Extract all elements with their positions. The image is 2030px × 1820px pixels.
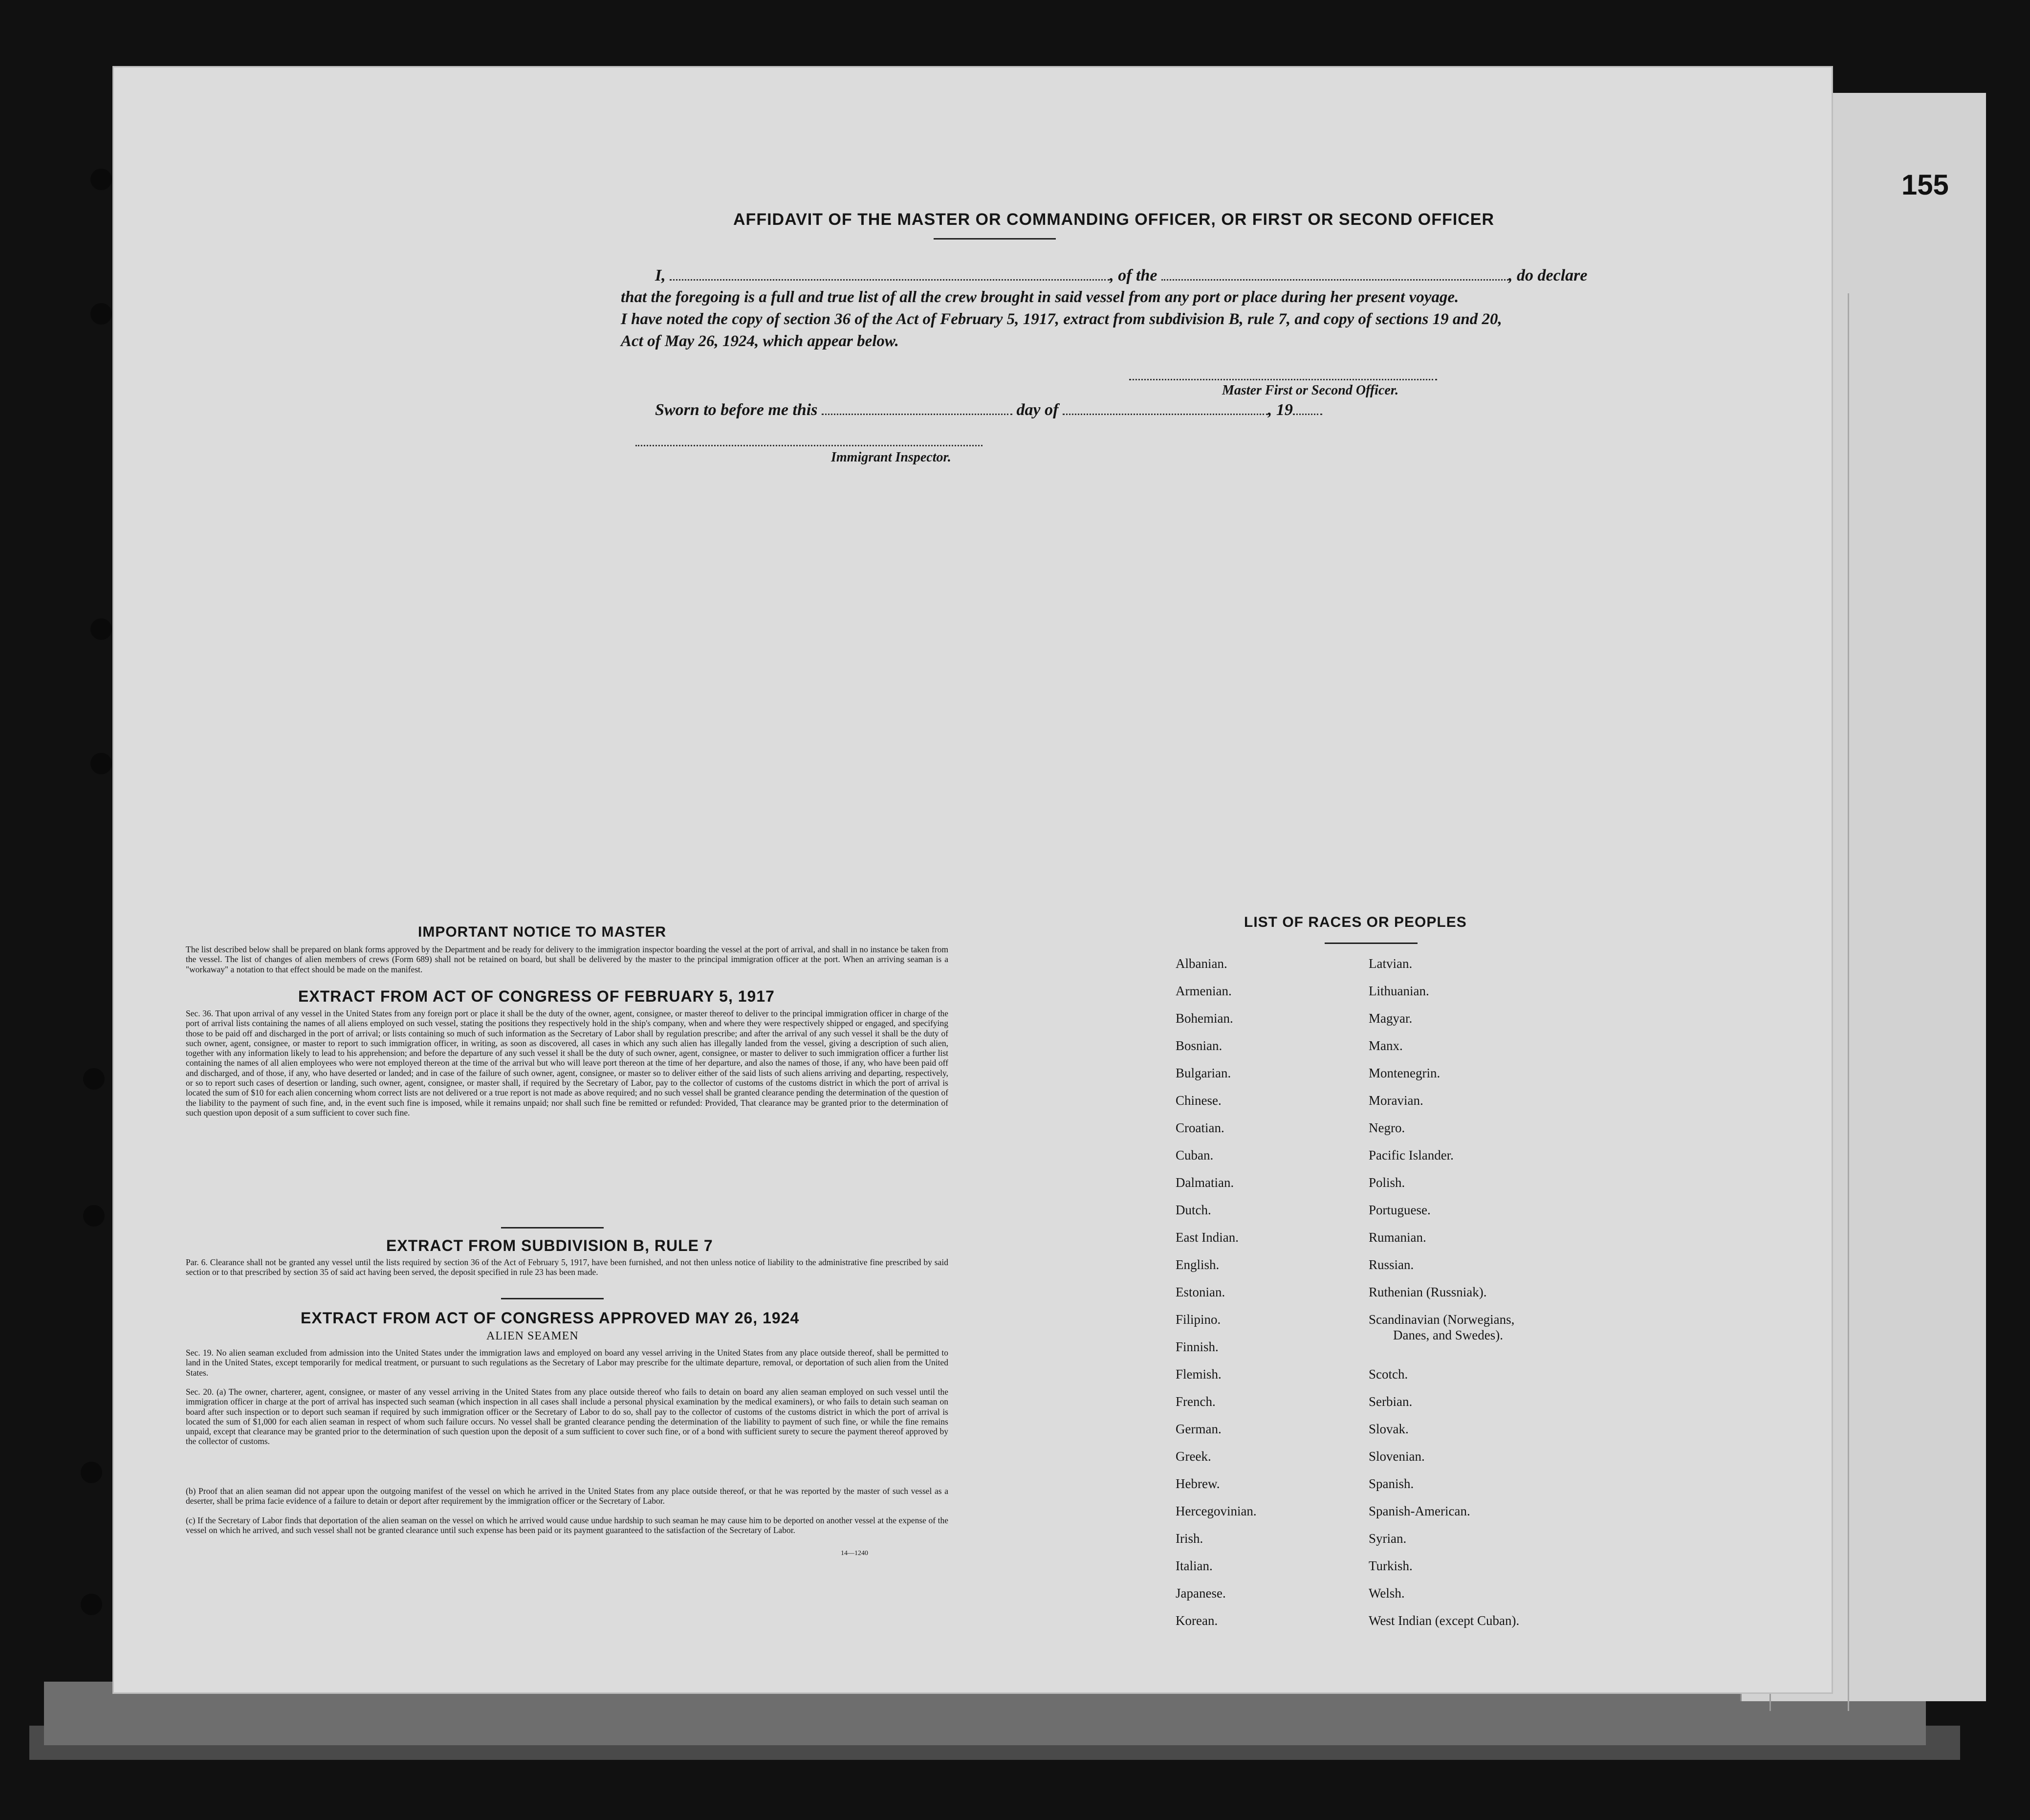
race-item: Greek. bbox=[1176, 1449, 1211, 1464]
race-item: Filipino. bbox=[1176, 1312, 1221, 1327]
race-item: Slovenian. bbox=[1369, 1449, 1425, 1464]
binder-hole bbox=[81, 1462, 102, 1483]
sworn-to-before: Sworn to before me this bbox=[655, 401, 818, 419]
inspector-signature-line bbox=[635, 445, 982, 446]
sworn-line bbox=[655, 401, 1322, 419]
master-signature-line bbox=[1129, 379, 1437, 380]
affidavit-line-4: Act of May 26, 1924, which appear below. bbox=[621, 332, 899, 350]
extract-1924-title: EXTRACT FROM ACT OF CONGRESS APPROVED MAY 26, 1924 bbox=[301, 1309, 800, 1327]
sec-20a-text: Sec. 20. (a) The owner, charterer, agent, consignee, or master of any vessel arriving in the United States from any place outside thereof who fails to detain on board any alien seaman employed on such vessel until the immigration officer in charge at the port of arrival has inspected such seaman (which inspection in all cases shall include a personal physical examination by the medical examiners), or who fails to detain such seaman on board after such inspection or to deport such seaman if required by such immigration officer or the Secretary of Labor to do so, shall pay to the collector of customs of the customs district in which the port of arrival is located the sum of $1,000 for each alien seaman in respect of whom such failure occurs. No vessel shall be granted clearance pending the determination of the liability to payment of such fine, or while the fine remains unpaid, except that clearance may be granted prior to the determination of such question upon the deposit of a sum sufficient to cover such fine, or of a bond with sufficient surety to secure the payment thereof approved by the collector of customs. bbox=[186, 1387, 948, 1447]
race-item: Rumanian. bbox=[1369, 1230, 1426, 1245]
sec-20b-text: (b) Proof that an alien seaman did not appear upon the outgoing manifest of the vessel on which he arrived in the United States from any place outside thereof, or that he was reported by the master of such vessel as a deserter, shall be prima facie evidence of a failure to detain or deport after requirement by the immigration officer or the Secretary of Labor. bbox=[186, 1486, 948, 1506]
section-rule bbox=[501, 1227, 604, 1228]
race-item: Ruthenian (Russniak). bbox=[1369, 1285, 1487, 1299]
sec-20c-text: (c) If the Secretary of Labor finds that deportation of the alien seaman on the vessel on which he arrived would cause undue hardship to such seaman he may cause him to be deported on another vessel at the expense of the vessel on which he arrived, and such vessel shall not be granted clearance until such expense has been paid or its payment guaranteed to the satisfaction of the Secretary of Labor. bbox=[186, 1515, 948, 1535]
race-item: Albanian. bbox=[1176, 956, 1227, 971]
race-item: Bohemian. bbox=[1176, 1011, 1233, 1026]
race-item: Portuguese. bbox=[1369, 1203, 1431, 1217]
binder-hole bbox=[90, 753, 112, 774]
race-item: Dalmatian. bbox=[1176, 1175, 1234, 1190]
extract-1924-subtitle: ALIEN SEAMEN bbox=[486, 1330, 579, 1342]
race-item: Polish. bbox=[1369, 1175, 1405, 1190]
affidavit-line-2: that the foregoing is a full and true list of all the crew brought in said vessel from any port or place during her present voyage. bbox=[621, 288, 1459, 306]
year-blank bbox=[1293, 402, 1322, 415]
race-item: West Indian (except Cuban). bbox=[1369, 1613, 1520, 1628]
races-title-rule bbox=[1325, 943, 1418, 944]
affidavit-line-1 bbox=[655, 266, 1587, 285]
race-item: Latvian. bbox=[1369, 956, 1413, 971]
race-item: Moravian. bbox=[1369, 1093, 1423, 1108]
race-item-line: Danes, and Swedes). bbox=[1393, 1328, 1503, 1342]
race-item: Spanish-American. bbox=[1369, 1504, 1470, 1518]
binder-hole bbox=[83, 1205, 105, 1227]
affidavit-title: AFFIDAVIT OF THE MASTER OR COMMANDING OFFICER, OR FIRST OR SECOND OFFICER bbox=[733, 210, 1494, 229]
affidavit-line-3: I have noted the copy of section 36 of the Act of February 5, 1917, extract from subdivision B, rule 7, and copy of sections 19 and 20, bbox=[621, 310, 1502, 328]
race-item: Pacific Islander. bbox=[1369, 1148, 1454, 1162]
inspector-caption: Immigrant Inspector. bbox=[831, 450, 951, 465]
race-item: Bulgarian. bbox=[1176, 1066, 1231, 1080]
race-item: Cuban. bbox=[1176, 1148, 1214, 1162]
race-item-line: Scandinavian (Norwegians, bbox=[1369, 1312, 1515, 1327]
name-blank bbox=[670, 267, 1110, 281]
race-item bbox=[1369, 1312, 1519, 1366]
year-prefix: , 19 bbox=[1267, 401, 1293, 419]
binder-hole bbox=[83, 1068, 105, 1090]
race-item: Armenian. bbox=[1176, 984, 1232, 998]
binder-hole bbox=[90, 303, 112, 325]
race-item: Italian. bbox=[1176, 1558, 1213, 1573]
binder-hole bbox=[90, 618, 112, 640]
vessel-blank bbox=[1161, 267, 1508, 281]
notice-text: The list described below shall be prepared on blank forms approved by the Department and be ready for delivery to the immigration inspector boarding the vessel at the port of arrival, and shall in no instance be taken from the vessel. The list of changes of alien members of crews (Form 689) shall not be retained on board, but shall be delivered by the master to the principal immigration officer at the port. When an arriving seaman is a "workaway" a notation to that effect should be made on the manifest. bbox=[186, 944, 948, 974]
affidavit-of-the: , of the bbox=[1110, 266, 1157, 285]
race-item: Finnish. bbox=[1176, 1339, 1219, 1354]
extract-rule7-text: Par. 6. Clearance shall not be granted any vessel until the lists required by section 36 of the Act of February 5, 1917, have been furnished, and not then unless notice of liability to the administrative fine prescribed by said section or to that prescribed by section 35 of said act having been served, the deposit specified in rule 23 has been made. bbox=[186, 1257, 948, 1277]
races-title: LIST OF RACES OR PEOPLES bbox=[1244, 914, 1467, 930]
race-item: Hebrew. bbox=[1176, 1476, 1220, 1491]
race-item: Manx. bbox=[1369, 1038, 1403, 1053]
master-signature-caption: Master First or Second Officer. bbox=[1222, 383, 1399, 398]
race-item: French. bbox=[1176, 1394, 1216, 1409]
notice-title: IMPORTANT NOTICE TO MASTER bbox=[418, 924, 667, 940]
race-item: Irish. bbox=[1176, 1531, 1203, 1546]
day-of: day of bbox=[1016, 401, 1059, 419]
race-item: Dutch. bbox=[1176, 1203, 1211, 1217]
race-item: Lithuanian. bbox=[1369, 984, 1429, 998]
section-rule bbox=[501, 1298, 604, 1299]
race-item: Spanish. bbox=[1369, 1476, 1414, 1491]
race-item: Flemish. bbox=[1176, 1367, 1222, 1381]
race-item: Croatian. bbox=[1176, 1120, 1224, 1135]
day-blank bbox=[822, 402, 1012, 415]
race-item: Magyar. bbox=[1369, 1011, 1413, 1026]
extract-1917-title: EXTRACT FROM ACT OF CONGRESS OF FEBRUARY 5, 1917 bbox=[298, 987, 775, 1005]
race-item: Russian. bbox=[1369, 1257, 1414, 1272]
race-item: Syrian. bbox=[1369, 1531, 1407, 1546]
race-item: East Indian. bbox=[1176, 1230, 1239, 1245]
sec-19-text: Sec. 19. No alien seaman excluded from admission into the United States under the immigration laws and employed on board any vessel arriving in the United States from any place outside thereof, shall be permitted to land in the United States, except temporarily for medical treatment, or pursuant to such regulations as the Secretary of Labor may prescribe for the ultimate departure, removal, or deportation of such alien from the United States. bbox=[186, 1348, 948, 1378]
binder-hole bbox=[90, 169, 112, 190]
race-item: Chinese. bbox=[1176, 1093, 1222, 1108]
race-item: Montenegrin. bbox=[1369, 1066, 1441, 1080]
extract-1917-text: Sec. 36. That upon arrival of any vessel in the United States from any foreign port or place it shall be the duty of the owner, agent, consignee, or master thereof to deliver to the principal immigration officer in charge of the port of arrival lists containing the names of all aliens employed on such vessel, stating the positions they respectively hold in the ship's company, when and where they were respectively shipped or engaged, and specifying those to be paid off and discharged in the port of arrival; or lists containing so much of such information as the Secretary of Labor shall by regulation prescribe; and after the arrival of any such vessel it shall be the duty of such owner, agent, consignee, or master to report to such immigration officer, in writing, as soon as discovered, all cases in which any such alien has illegally landed from the vessel, giving a description of such alien, together with any information likely to lead to his apprehension; and before the departure of any such vessel it shall be the duty of such owner, agent, consignee, or master to deliver to such immigration officer a further list containing the names of all alien employees who were not employed thereon at the time of the arrival but who will leave port thereon at the time of her departure, and also the names of those, if any, who have been paid off and discharged, and of those, if any, who have deserted or landed; and in case of the failure of such owner, agent, consignee, or master so to deliver either of the said lists of such aliens arriving and departing, respectively, or so to report such cases of desertion or landing, such owner, agent, consignee, or master shall, if required by the Secretary of Labor, pay to the collector of customs of the customs district in which the port of arrival is located the sum of $10 for each alien concerning whom correct lists are not delivered or a true report is not made as above required; and no such vessel shall be granted clearance pending the determination of the question of the liability to the payment of such fine, and, in the event such fine is imposed, while it remains unpaid; nor shall such fine be remitted or refunded: Provided, That clearance may be granted prior to the determination of such question upon deposit of a sum sufficient to cover such fine. bbox=[186, 1009, 948, 1118]
underlying-column-line bbox=[1848, 293, 1849, 1711]
form-number: 14—1240 bbox=[841, 1550, 868, 1557]
race-item: German. bbox=[1176, 1422, 1222, 1436]
affidavit-i: I, bbox=[655, 266, 666, 285]
race-item: Bosnian. bbox=[1176, 1038, 1222, 1053]
race-item: Korean. bbox=[1176, 1613, 1218, 1628]
races-right-column bbox=[1369, 956, 1519, 1640]
page-number: 155 bbox=[1901, 169, 1949, 201]
race-item: Welsh. bbox=[1369, 1586, 1405, 1601]
document-sheet bbox=[112, 66, 1833, 1694]
race-item: Slovak. bbox=[1369, 1422, 1409, 1436]
race-item: Estonian. bbox=[1176, 1285, 1225, 1299]
race-item: English. bbox=[1176, 1257, 1220, 1272]
race-item: Japanese. bbox=[1176, 1586, 1226, 1601]
races-left-column bbox=[1176, 956, 1257, 1640]
binder-hole bbox=[81, 1594, 102, 1615]
affidavit-declare: , do declare bbox=[1508, 266, 1588, 285]
race-item: Negro. bbox=[1369, 1120, 1405, 1135]
race-item: Hercegovinian. bbox=[1176, 1504, 1257, 1518]
month-blank bbox=[1063, 402, 1268, 415]
title-rule bbox=[934, 238, 1056, 240]
race-item: Scotch. bbox=[1369, 1367, 1408, 1381]
extract-rule7-title: EXTRACT FROM SUBDIVISION B, RULE 7 bbox=[386, 1237, 713, 1254]
race-item: Turkish. bbox=[1369, 1558, 1413, 1573]
race-item: Serbian. bbox=[1369, 1394, 1413, 1409]
